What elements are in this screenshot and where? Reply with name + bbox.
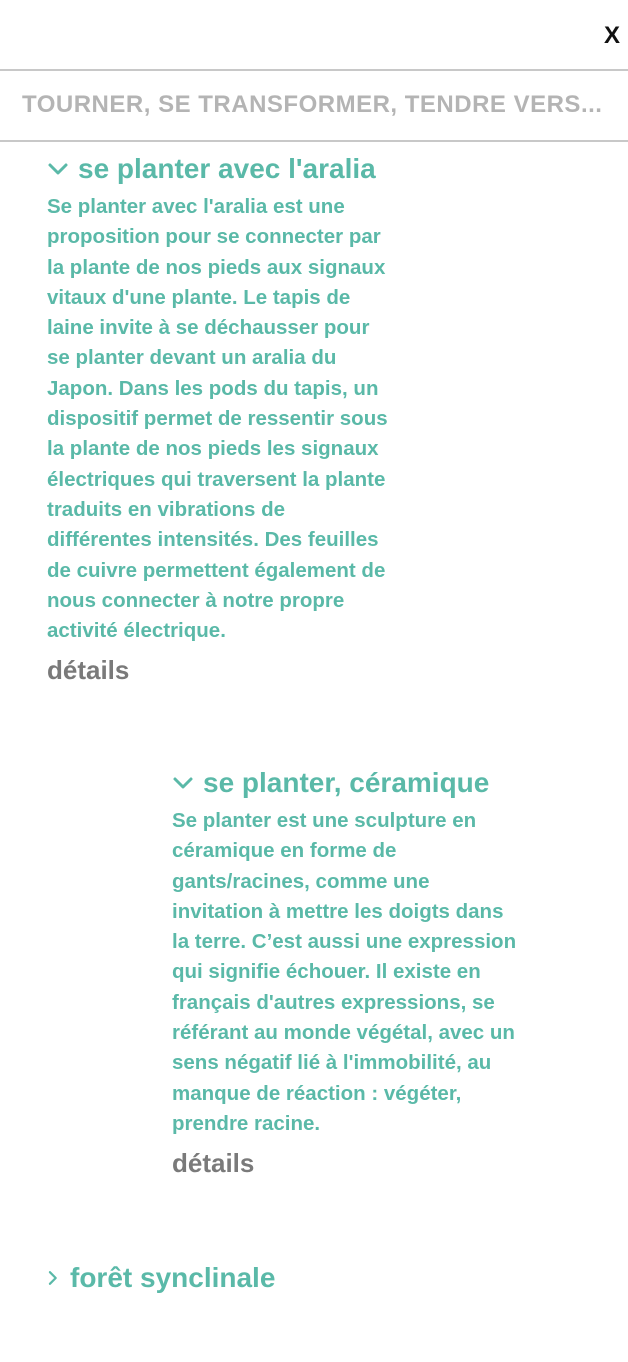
description-line: laine invite à se déchausser pour: [47, 316, 370, 340]
description-line: activité électrique.: [47, 619, 226, 643]
description-line: vitaux d'une plante. Le tapis de: [47, 285, 351, 309]
close-button[interactable]: X: [603, 22, 620, 49]
description-line: Se planter avec l'aralia est une: [47, 195, 345, 218]
details-link[interactable]: détails: [47, 655, 130, 686]
chevron-right-icon: [47, 1267, 63, 1289]
description-line: se planter devant un aralia du: [47, 346, 337, 370]
description-line: électriques qui traversent la plante: [47, 467, 386, 491]
description-line: dispositif permet de ressentir sous: [47, 407, 388, 431]
section-description: [47, 192, 427, 646]
top-bar: [0, 0, 628, 71]
section-description: [172, 806, 552, 1139]
description-line: proposition pour se connecter par: [47, 225, 381, 249]
chevron-down-icon: [172, 772, 194, 794]
description-line: nous connecter à notre propre: [47, 588, 345, 612]
section-title: forêt synclinale: [70, 1262, 276, 1293]
section-se-planter-aralia: [47, 153, 427, 686]
description-line: la plante de nos pieds aux signaux: [47, 255, 386, 279]
section-toggle[interactable]: [172, 767, 552, 799]
description-line: manque de réaction : végéter,: [172, 1081, 462, 1105]
section-foret-synclinale: [47, 1262, 447, 1294]
description-line: gants/racines, comme une: [172, 869, 430, 893]
description-line: traduits en vibrations de: [47, 497, 286, 521]
category-header: [0, 71, 628, 142]
description-line: invitation à mettre les doigts dans: [172, 899, 504, 923]
description-line: Se planter est une sculpture en: [172, 809, 477, 832]
description-line: prendre racine.: [172, 1111, 321, 1135]
description-line: la plante de nos pieds les signaux: [47, 437, 379, 461]
description-line: français d'autres expressions, se: [172, 990, 495, 1014]
section-title: se planter avec l'aralia: [78, 153, 376, 184]
description-line: Japon. Dans les pods du tapis, un: [47, 376, 379, 400]
section-title: se planter, céramique: [203, 767, 490, 798]
description-line: sens négatif lié à l'immobilité, au: [172, 1051, 492, 1075]
description-line: qui signifie échouer. Il existe en: [172, 960, 481, 984]
description-line: différentes intensités. Des feuilles: [47, 528, 379, 552]
section-se-planter-ceramique: [172, 767, 552, 1179]
description-line: la terre. C’est aussi une expression: [172, 930, 517, 954]
section-toggle[interactable]: [47, 153, 427, 185]
description-line: de cuivre permettent également de: [47, 558, 386, 582]
category-title: TOURNER, SE TRANSFORMER, TENDRE VERS...: [22, 91, 603, 118]
chevron-down-icon: [47, 158, 69, 180]
section-toggle[interactable]: [47, 1262, 447, 1294]
details-link[interactable]: détails: [172, 1148, 255, 1179]
description-line: céramique en forme de: [172, 839, 397, 863]
description-line: référant au monde végétal, avec un: [172, 1021, 515, 1045]
